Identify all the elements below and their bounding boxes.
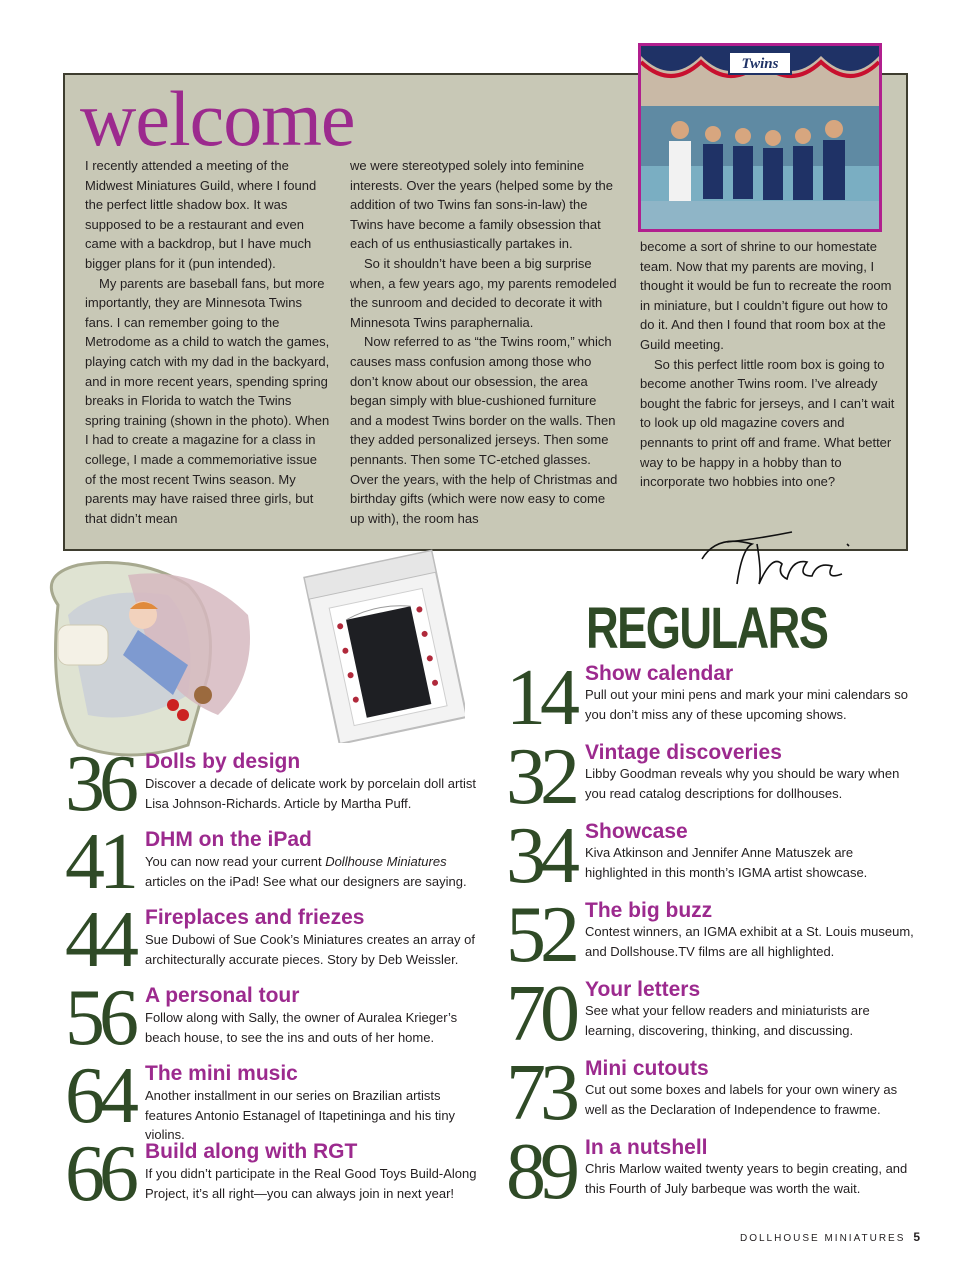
page-footer [740,1230,920,1244]
welcome-column-3 [640,237,895,492]
welcome-column-1 [85,156,330,528]
welcome-column-2 [350,156,618,528]
feature-description: If you didn’t participate in the Real Good Toys Build-Along Project, it’s all right—you can always join in next year! [145,1166,477,1201]
page-number: 89 [506,1128,574,1216]
page-number: 32 [506,733,574,821]
regular-title: Your letters [585,978,701,1001]
regular-description: Chris Marlow waited twenty years to begin creating, and this Fourth of July barbeque was worth the wait. [585,1161,908,1196]
feature-description: Sue Dubowi of Sue Cook’s Miniatures creates an array of architecturally accurate pieces. Story by Deb Weissler. [145,932,475,967]
family-photo [638,43,882,232]
feature-title: Build along with RGT [145,1140,358,1163]
magazine-name: Dollhouse Miniatures [325,854,447,869]
page-number: 66 [65,1130,133,1218]
page-number: 34 [506,812,574,900]
regular-description: Kiva Atkinson and Jennifer Anne Matuszek are highlighted in this month’s IGMA artist showcase. [585,845,868,880]
welcome-title: welcome [80,75,355,162]
doll-on-settee-image [18,545,318,785]
paragraph: So it shouldn’t have been a big surprise when, a few years ago, my parents remodeled the sunroom and decided to decorate it with Minnesota Twins paraphernalia. [350,255,617,330]
regular-title: In a nutshell [585,1136,708,1159]
page-number: 56 [65,974,133,1062]
page-number: 52 [506,891,574,979]
photo-banner-text: Twins [741,56,779,72]
page-number: 73 [506,1049,574,1137]
feature-description [145,852,485,891]
feature-title: The mini music [145,1062,298,1085]
regular-title: Show calendar [585,662,734,685]
desc-text: You can now read your current [145,854,326,869]
page-number: 64 [65,1052,133,1140]
desc-text: articles on the iPad! See what our designers are saying. [145,873,467,889]
paragraph: My parents are baseball fans, but more importantly, they are Minnesota Twins fans. I can remember going to the Metrodome as a child to watch the games, playing catch with my dad in the backyard, and in more recent years, spending spring breaks in Florida to watch the Twins spring training (shown in the photo). When I had to create a magazine for a class in college, I made a commemoriative issue of the most recent Twins season. My parents may have raised three girls, but that didn’t mean [85,275,330,526]
regular-title: Mini cutouts [585,1057,709,1080]
regular-description: Contest winners, an IGMA exhibit at a St. Louis museum, and Dollshouse.TV films are all highlighted. [585,924,914,959]
feature-description: Follow along with Sally, the owner of Auralea Krieger’s beach house, to see the ins and outs of her home. [145,1010,458,1045]
regular-description: Cut out some boxes and labels for your own winery as well as the Declaration of Independence to frawme. [585,1082,898,1117]
regular-description: Pull out your mini pens and mark your mini calendars so you don’t miss any of these upcoming shows. [585,687,908,722]
regulars-heading: REGULARS [586,596,828,661]
page-number: 70 [506,970,574,1058]
page-number: 44 [65,896,133,984]
paragraph: So this perfect little room box is going to become another Twins room. I’ve already bought the fabric for jerseys, and I can’t wait to look up old magazine covers and pennants to print off and frame. What better way to be happy in a hobby than to incorporate two hobbies into one? [640,356,895,490]
regular-title: The big buzz [585,899,713,922]
paragraph: become a sort of shrine to our homestate team. Now that my parents are moving, I thought it would be fun to recreate the room in miniature, but I couldn’t figure out how to do it. And then I found that room box at the Guild meeting. [640,239,892,352]
paragraph: we were stereotyped solely into feminine interests. Over the years (helped some by the addition of two Twins fan sons-in-law) the Twins have become a family obsession that each of us enthusiastically partakes in. [350,158,614,252]
feature-title: DHM on the iPad [145,828,312,851]
family-photo-illustration [641,46,879,229]
page-number: 14 [506,654,574,742]
page-number: 41 [65,818,133,906]
regular-description: See what your fellow readers and miniaturists are learning, discovering, thinking, and discussing. [585,1003,870,1038]
regular-description: Libby Goodman reveals why you should be wary when you read catalog descriptions for dollhouses. [585,766,900,801]
page-number-footer: 5 [913,1230,921,1244]
fireplace-image [300,548,465,743]
paragraph: I recently attended a meeting of the Midwest Miniatures Guild, where I found the perfect little shadow box. It was supposed to be a restaurant and even came with a backdrop, but I have much bigger plans for it (pun intended). [85,158,317,271]
feature-title: Fireplaces and friezes [145,906,365,929]
paragraph: Now referred to as “the Twins room,” which causes mass confusion among those who don’t know about our obsession, the area began simply with blue-cushioned furniture and a modest Twins border on the walls. Then they added personalized jerseys. Then some pennants. Then some TC-etched glasses. Over the years, with the help of Christmas and birthday gifts (which were now easy to come up with), the room has [350,334,618,526]
signature-scribble [697,514,857,594]
regular-title: Showcase [585,820,688,843]
magazine-name: DOLLHOUSE MINIATURES [740,1233,906,1244]
page-number: 36 [65,740,133,828]
feature-title: Dolls by design [145,750,301,773]
feature-description: Another installment in our series on Brazilian artists features Antonio Estanagel of Itapetininga and his tiny violins. [145,1088,456,1142]
feature-description: Discover a decade of delicate work by porcelain doll artist Lisa Johnson-Richards. Article by Martha Puff. [145,776,476,811]
regular-title: Vintage discoveries [585,741,782,764]
feature-title: A personal tour [145,984,300,1007]
